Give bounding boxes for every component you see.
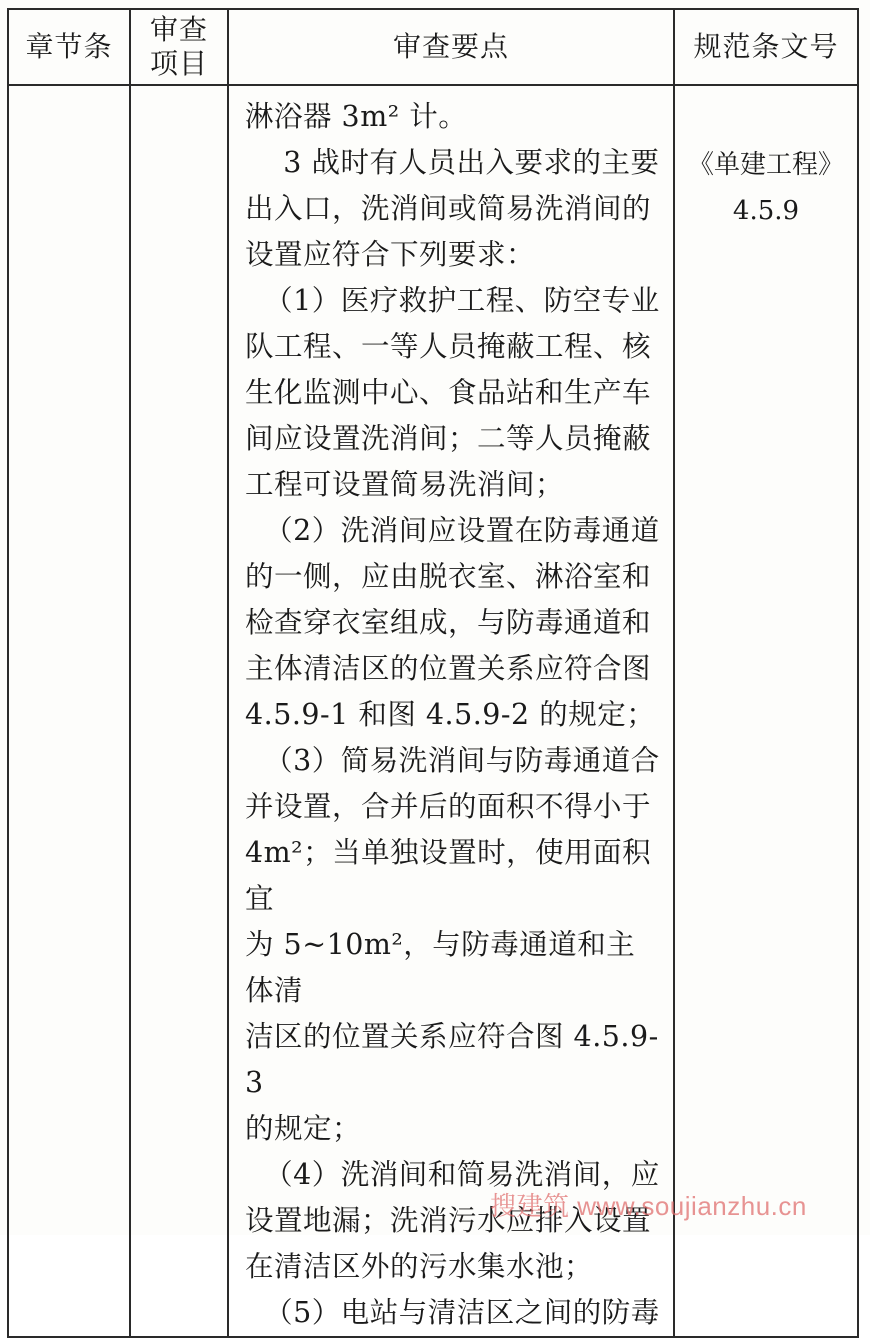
text-line: 的一侧，应由脱衣室、淋浴室和 xyxy=(245,560,652,593)
text-line: 4m²；当单独设置时，使用面积宜 xyxy=(245,836,652,915)
cell-clause xyxy=(674,85,858,1337)
text-line: 3 战时有人员出入要求的主要 xyxy=(245,146,660,179)
text-line: 并设置，合并后的面积不得小于 xyxy=(245,790,652,823)
table-header-row xyxy=(8,9,858,85)
table-row xyxy=(8,85,858,1337)
text-line: 在清洁区外的污水集水池； xyxy=(245,1250,594,1283)
cell-item xyxy=(130,85,228,1337)
site-watermark: 搜建筑 www.soujianzhu.cn xyxy=(490,1191,807,1221)
text-line: （3）简易洗消间与防毒通道合 xyxy=(245,744,660,777)
text-line: （4）洗消间和简易洗消间，应 xyxy=(245,1158,660,1191)
text-line: 工程可设置简易洗消间； xyxy=(245,468,565,501)
clause-source: 《单建工程》 xyxy=(687,150,844,180)
text-line: （1）医疗救护工程、防空专业 xyxy=(245,284,660,317)
text-line: 4.5.9-1 和图 4.5.9-2 的规定； xyxy=(245,698,656,731)
text-line: 洁区的位置关系应符合图 4.5.9-3 xyxy=(245,1020,659,1099)
header-item-line1: 审查 xyxy=(149,13,208,46)
review-table xyxy=(7,8,859,1338)
text-line: 检查穿衣室组成，与防毒通道和 xyxy=(245,606,652,639)
review-points-text xyxy=(229,86,673,1336)
cell-chapter xyxy=(8,85,130,1337)
text-line: 生化监测中心、食品站和生产车 xyxy=(245,376,652,409)
text-line: （5）电站与清洁区之间的防毒 xyxy=(245,1296,660,1329)
clause-reference xyxy=(675,86,857,234)
text-line: 的规定； xyxy=(245,1112,362,1145)
cell-points xyxy=(228,85,674,1337)
header-points: 审查要点 xyxy=(228,9,674,85)
clause-number: 4.5.9 xyxy=(732,196,800,226)
text-line: 间应设置洗消间；二等人员掩蔽 xyxy=(245,422,652,455)
header-chapter: 章节条 xyxy=(8,9,130,85)
text-line: （2）洗消间应设置在防毒通道 xyxy=(245,514,660,547)
text-line: 设置应符合下列要求： xyxy=(245,238,536,271)
text-line: 淋浴器 3m² 计。 xyxy=(245,100,468,133)
text-line: 队工程、一等人员掩蔽工程、核 xyxy=(245,330,652,363)
header-clause: 规范条文号 xyxy=(674,9,858,85)
header-item xyxy=(130,9,228,85)
text-line: 为 5~10m²，与防毒通道和主体清 xyxy=(245,928,636,1007)
header-item-line2: 项目 xyxy=(149,47,208,80)
text-line: 设置地漏；洗消污水应排入设置 xyxy=(245,1204,652,1237)
text-line: 主体清洁区的位置关系应符合图 xyxy=(245,652,652,685)
text-line: 出入口，洗消间或简易洗消间的 xyxy=(245,192,652,225)
